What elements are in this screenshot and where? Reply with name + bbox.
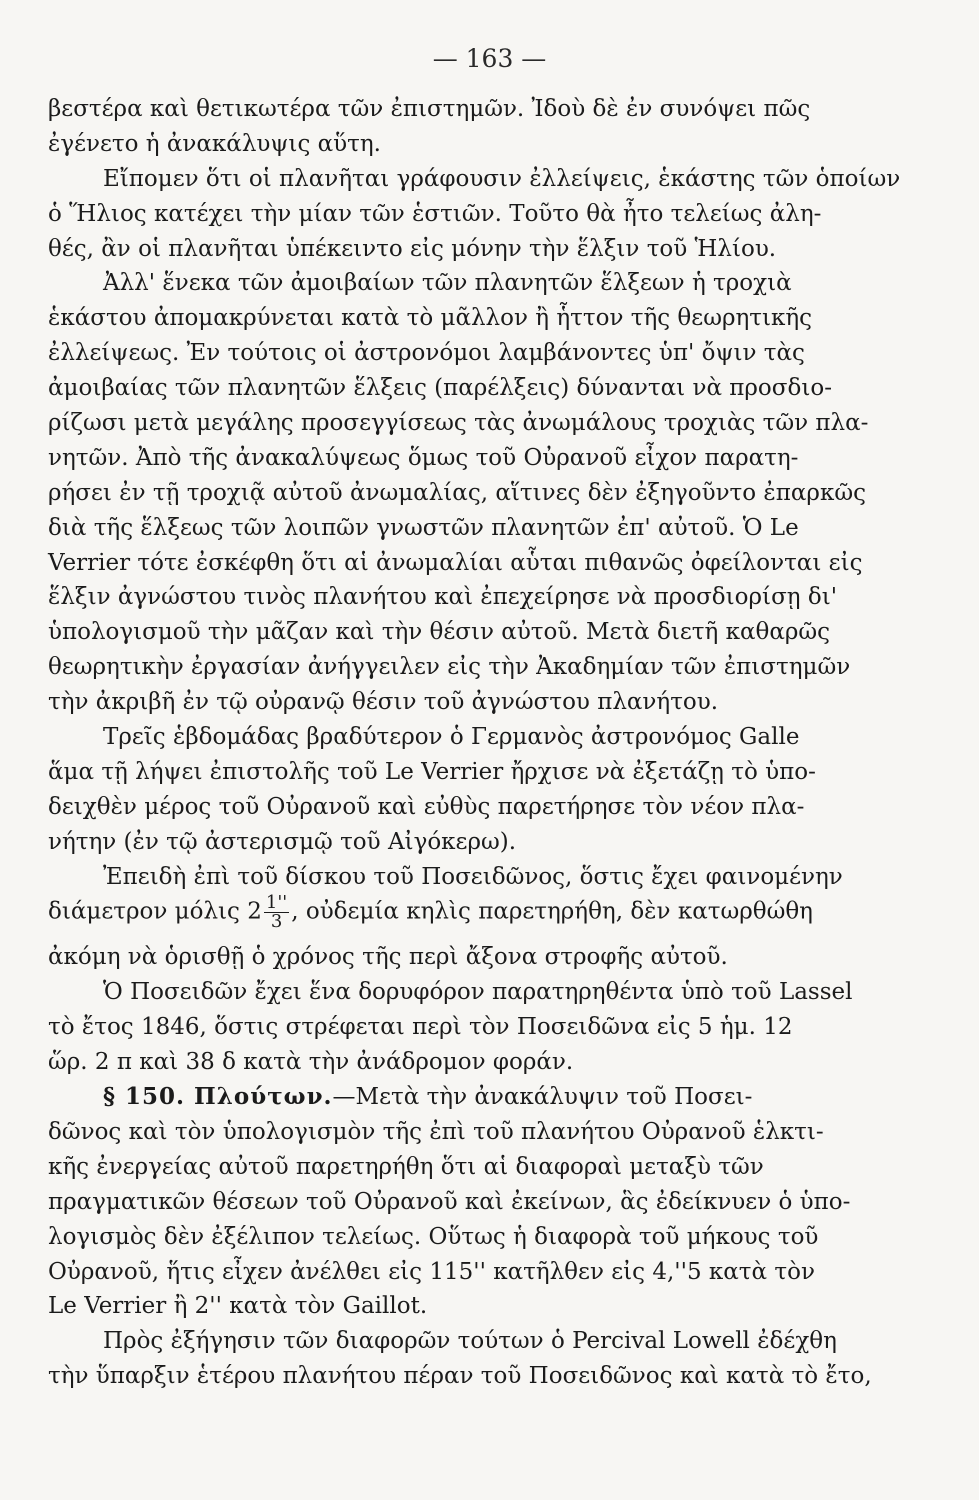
text-line: ἐγένετο ἡ ἀνακάλυψις αὕτη.: [48, 130, 381, 157]
text-line: ὥρ. 2 π καὶ 38 δ κατὰ τὴν ἀνάδρομον φοράν.: [48, 1049, 574, 1076]
text-line: Ἐπειδὴ ἐπὶ τοῦ δίσκου τοῦ Ποσειδῶνος, ὅστις ἔχει φαινομένην: [103, 863, 843, 890]
text-line: τὴν ἀκριβῆ ἐν τῷ οὐρανῷ θέσιν τοῦ ἀγνώστου πλανήτου.: [48, 689, 719, 716]
text-line: Πρὸς ἐξήγησιν τῶν διαφορῶν τούτων ὁ Percival Lowell ἐδέχθη: [103, 1328, 837, 1355]
text-line: διὰ τῆς ἕλξεως τῶν λοιπῶν γνωστῶν πλανητῶν ἐπ' αὐτοῦ. Ὁ Le: [48, 514, 799, 541]
text-line: θές, ἂν οἱ πλανῆται ὑπέκειντο εἰς μόνην τὴν ἕλξιν τοῦ Ἡλίου.: [48, 235, 777, 262]
text-line: βεστέρα καὶ θετικωτέρα τῶν ἐπιστημῶν. Ἰδοὺ δὲ ἐν συνόψει πῶς: [48, 96, 811, 122]
text-line: νήτην (ἐν τῷ ἀστερισμῷ τοῦ Αἰγόκερω).: [48, 828, 517, 855]
text-line: ἑκάστου ἀπομακρύνεται κατὰ τὸ μᾶλλον ἢ ἧττον τῆς θεωρητικῆς: [48, 305, 813, 332]
text-line: θεωρητικὴν ἐργασίαν ἀνήγγειλεν εἰς τὴν Ἀκαδημίαν τῶν ἐπιστημῶν: [48, 654, 851, 681]
text-line: Τρεῖς ἑβδομάδας βραδύτερον ὁ Γερμανὸς ἀστρονόμος Galle: [103, 724, 800, 751]
text-line: τὸ ἔτος 1846, ὅστις στρέφεται περὶ τὸν Ποσειδῶνα εἰς 5 ἡμ. 12: [48, 1014, 793, 1041]
text-line: ὑπολογισμοῦ τὴν μᾶζαν καὶ τὴν θέσιν αὐτοῦ. Μετὰ διετῆ καθαρῶς: [48, 619, 831, 646]
text-line: ἕλξιν ἀγνώστου τινὸς πλανήτου καὶ ἐπεχείρησε νὰ προσδιορίσῃ δι': [48, 584, 838, 611]
text-line: Ὁ Ποσειδῶν ἔχει ἕνα δορυφόρον παρατηρηθέντα ὑπὸ τοῦ Lassel: [103, 979, 853, 1006]
text-line-with-fraction: [48, 894, 848, 940]
text-line: Οὐρανοῦ, ἥτις εἶχεν ἀνέλθει εἰς 115'' κατῆλθεν εἰς 4,''5 κατὰ τὸν: [48, 1258, 815, 1285]
text-line: ἐλλείψεως. Ἐν τούτοις οἱ ἀστρονόμοι λαμβάνοντες ὑπ' ὄψιν τὰς: [48, 340, 805, 367]
text-line: Ἀλλ' ἕνεκα τῶν ἀμοιβαίων τῶν πλανητῶν ἕλξεων ἡ τροχιὰ: [103, 270, 792, 297]
text-line: πραγματικῶν θέσεων τοῦ Οὐρανοῦ καὶ ἐκείνων, ἃς ἐδείκνυεν ὁ ὑπο-: [48, 1188, 851, 1215]
page-number: — 163 —: [432, 44, 547, 73]
fraction-numerator: 1'': [265, 892, 288, 914]
fraction: [264, 894, 289, 931]
text-line: Verrier τότε ἐσκέφθη ὅτι αἱ ἀνωμαλίαι αὗται πιθανῶς ὀφείλονται εἰς: [48, 549, 863, 576]
text-line: ὁ Ἥλιος κατέχει τὴν μίαν τῶν ἑστιῶν. Τοῦτο θὰ ἦτο τελείως ἀλη-: [48, 200, 822, 227]
text-line: ἀμοιβαίας τῶν πλανητῶν ἕλξεις (παρέλξεις) δύνανται νὰ προσδιο-: [48, 375, 832, 402]
fraction-denominator: 3: [270, 911, 283, 933]
text-line: Le Verrier ἢ 2'' κατὰ τὸν Gaillot.: [48, 1293, 428, 1320]
fraction-line-lead: διάμετρον μόλις 2: [48, 898, 262, 925]
fraction-line-rest: , οὐδεμία κηλὶς παρετηρήθη, δὲν κατωρθώθη: [291, 898, 813, 925]
section-heading-rest: —Μετὰ τὴν ἀνακάλυψιν τοῦ Ποσει-: [332, 1084, 753, 1111]
text-line: λογισμὸς δὲν ἐξέλιπον τελείως. Οὕτως ἡ διαφορὰ τοῦ μήκους τοῦ: [48, 1223, 819, 1250]
text-line: ρήσει ἐν τῇ τροχιᾷ αὐτοῦ ἀνωμαλίας, αἵτινες δὲν ἐξηγοῦντο ἐπαρκῶς: [48, 479, 866, 506]
text-line: Εἴπομεν ὅτι οἱ πλανῆται γράφουσιν ἐλλείψεις, ἑκάστης τῶν ὁποίων: [103, 165, 901, 192]
text-line: ἅμα τῇ λήψει ἐπιστολῆς τοῦ Le Verrier ἤρχισε νὰ ἐξετάζῃ τὸ ὑπο-: [48, 758, 816, 785]
section-heading: § 150. Πλούτων.: [103, 1083, 333, 1111]
text-line: κῆς ἐνεργείας αὐτοῦ παρετηρήθη ὅτι αἱ διαφοραὶ μεταξὺ τῶν: [48, 1153, 764, 1180]
text-line: νητῶν. Ἀπὸ τῆς ἀνακαλύψεως ὅμως τοῦ Οὐρανοῦ εἶχον παρατη-: [48, 444, 799, 471]
text-line: ἀκόμη νὰ ὁρισθῇ ὁ χρόνος τῆς περὶ ἄξονα στροφῆς αὐτοῦ.: [48, 944, 728, 971]
text-line: τὴν ὕπαρξιν ἑτέρου πλανήτου πέραν τοῦ Ποσειδῶνος καὶ κατὰ τὸ ἔτο,: [48, 1363, 872, 1390]
section-heading-line: [48, 1080, 848, 1115]
body-text: [48, 92, 901, 1394]
text-line: ρίζωσι μετὰ μεγάλης προσεγγίσεως τὰς ἀνωμάλους τροχιὰς τῶν πλα-: [48, 410, 869, 437]
text-line: δῶνος καὶ τὸν ὑπολογισμὸν τῆς ἐπὶ τοῦ πλανήτου Οὐρανοῦ ἑλκτι-: [48, 1118, 824, 1145]
text-line: δειχθὲν μέρος τοῦ Οὐρανοῦ καὶ εὐθὺς παρετήρησε τὸν νέον πλα-: [48, 793, 805, 820]
